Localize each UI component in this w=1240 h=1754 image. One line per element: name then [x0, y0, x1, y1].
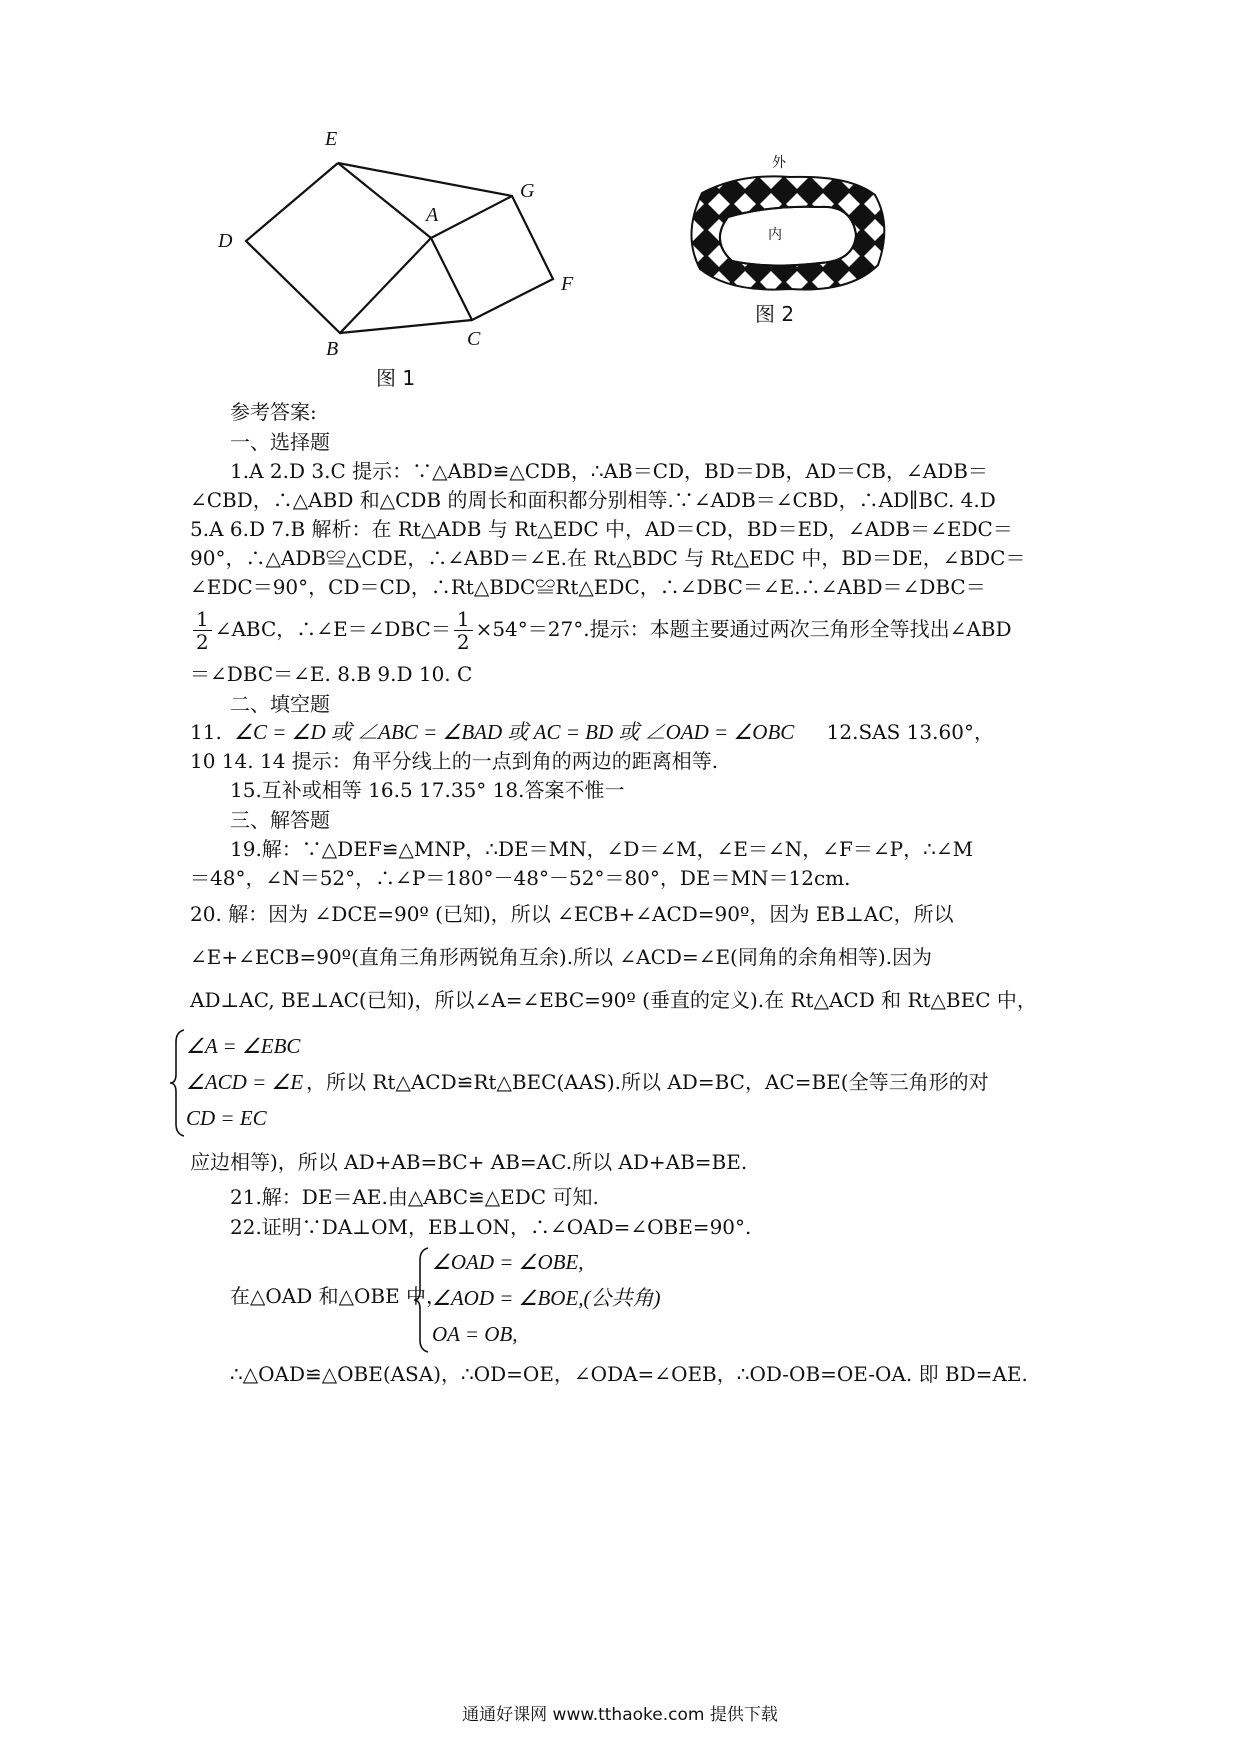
q11-number: 11.	[190, 720, 222, 744]
figure-1-diagram	[230, 130, 650, 420]
point-label-b: B	[326, 338, 339, 360]
figure-2-outside-label: 外	[772, 155, 786, 171]
point-label-d: D	[218, 230, 233, 252]
q12-13-answer: 12.SAS 13.60°，	[826, 720, 994, 744]
figure-2-caption: 图 2	[755, 302, 795, 326]
q22-eq-2: ∠AOD = ∠BOE,(公共角)	[432, 1286, 661, 1310]
page-footer: 通通好课网 www.tthaoke.com 提供下载	[462, 1705, 778, 1725]
section-1-line-6	[190, 606, 1050, 653]
section-1-line-6-b: ×54°＝27°.提示：本题主要通过两次三角形全等找出∠ABD	[475, 617, 1012, 641]
answers-heading: 参考答案:	[230, 400, 317, 424]
figure-2-diagram	[680, 165, 900, 300]
q20-system-brace	[170, 1028, 186, 1138]
point-label-a: A	[426, 204, 439, 226]
q22-system-brace	[414, 1246, 430, 1354]
section-1-line-5: ∠EDC＝90°，CD＝CD，∴Rt△BDC≌Rt△EDC，∴∠DBC＝∠E.∴∠ABD＝∠DBC＝	[190, 575, 986, 599]
section-3-title: 三、解答题	[230, 808, 330, 832]
section-1-line-6-a: ∠ABC，∴∠E＝∠DBC＝	[214, 617, 451, 641]
point-label-e: E	[325, 128, 338, 150]
q22-prefix: 在△OAD 和△OBE 中，	[230, 1284, 447, 1308]
q22-eq-3: OA = OB,	[432, 1322, 518, 1346]
section-1-line-7: ＝∠DBC＝∠E. 8.B 9.D 10. C	[190, 662, 473, 686]
point-label-g: G	[520, 180, 535, 202]
figure-1-lines	[246, 163, 431, 333]
q20-eq-3: CD = EC	[186, 1106, 267, 1130]
point-label-f: F	[561, 273, 574, 295]
section-1-line-2: ∠CBD，∴△ABD 和△CDB 的周长和面积都分别相等.∵∠ADB＝∠CBD，∴AD∥BC. 4.D	[190, 488, 996, 512]
section-1-title: 一、选择题	[230, 430, 330, 454]
fraction-half-2: $\frac{1}{2}$	[454, 608, 473, 653]
section-2-title: 二、填空题	[230, 692, 330, 716]
q20-system	[186, 1028, 303, 1136]
section-1-line-4: 90°，∴△ADB≌△CDE，∴∠ABD＝∠E.在 Rt△BDC 与 Rt△EDC 中，BD＝DE，∠BDC＝	[190, 546, 1026, 570]
fraction-half: $\frac{1}{2}$	[193, 608, 212, 653]
q19-line-2: ＝48°，∠N＝52°，∴∠P＝180°－48°－52°＝80°，DE＝MN＝12cm.	[190, 866, 851, 890]
figure-2-inside-label: 内	[768, 227, 782, 243]
section-2-line-2: 10 14. 14 提示：角平分线上的一点到角的两边的距离相等.	[190, 749, 719, 773]
q20-line-2: ∠E+∠ECB=90º(直角三角形两锐角互余).所以 ∠ACD=∠E(同角的余角相等).因为	[190, 945, 933, 969]
figure-1-caption: 图 1	[376, 366, 416, 390]
section-2-line-1	[190, 718, 1050, 746]
section-1-line-3: 5.A 6.D 7.B 解析：在 Rt△ADB 与 Rt△EDC 中，AD＝CD，BD＝ED，∠ADB＝∠EDC＝	[190, 517, 1013, 541]
q11-answer: ∠C = ∠D 或 ∠ABC = ∠BAD 或 AC = BD 或 ∠OAD = ∠OBC	[234, 720, 795, 744]
q22-eq-1: ∠OAD = ∠OBE,	[432, 1250, 584, 1274]
q19-line-1: 19.解：∵△DEF≌△MNP，∴DE＝MN，∠D＝∠M，∠E＝∠N，∠F＝∠P，∴∠M	[230, 837, 974, 861]
q22-line-2: ∴△OAD≌△OBE(ASA)，∴OD=OE，∠ODA=∠OEB，∴OD-OB=OE-OA. 即 BD=AE.	[230, 1362, 1028, 1386]
q22-line-1: 22.证明∵DA⊥OM，EB⊥ON，∴∠OAD=∠OBE=90°.	[230, 1215, 752, 1239]
q20-line-3: AD⊥AC, BE⊥AC(已知)，所以∠A=∠EBC=90º (垂直的定义).在 Rt△ACD 和 Rt△BEC 中，	[190, 988, 1037, 1012]
section-1-line-1: 1.A 2.D 3.C 提示：∵△ABD≌△CDB，∴AB＝CD，BD＝DB，AD＝CB，∠ADB＝	[230, 459, 988, 483]
q21-answer: 21.解：DE＝AE.由△ABC≌△EDC 可知.	[230, 1185, 599, 1209]
q20-line-4: ，所以 Rt△ACD≌Rt△BEC(AAS).所以 AD=BC，AC=BE(全等三角形的对	[306, 1070, 989, 1094]
q20-eq-1: ∠A = ∠EBC	[186, 1034, 301, 1058]
section-2-line-3: 15.互补或相等 16.5 17.35° 18.答案不惟一	[230, 778, 625, 802]
q20-eq-2: ∠ACD = ∠E	[186, 1070, 304, 1094]
q22-system	[432, 1244, 661, 1352]
point-label-c: C	[467, 328, 481, 350]
q20-line-1: 20. 解：因为 ∠DCE=90º (已知)，所以 ∠ECB+∠ACD=90º，因为 EB⊥AC，所以	[190, 902, 954, 926]
q20-line-5: 应边相等)，所以 AD+AB=BC+ AB=AC.所以 AD+AB=BE.	[190, 1150, 748, 1174]
